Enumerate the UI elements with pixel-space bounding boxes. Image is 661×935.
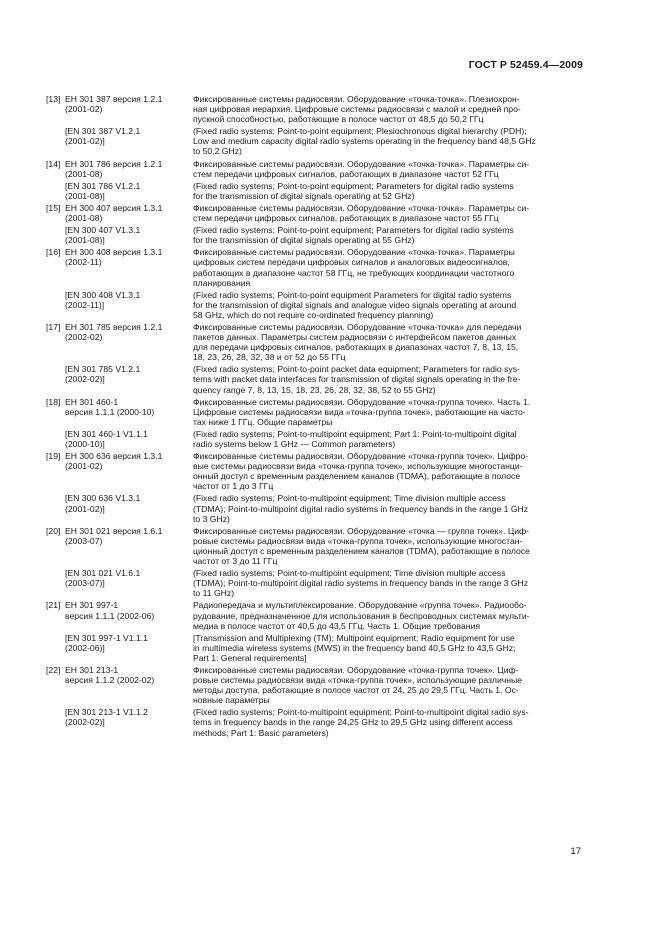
reference-row [46,203,586,223]
reference-description: (Fixed radio systems; Point-to-point equipment Parameters for digital radio systems for the transmission of digital signals and analogue video signals operating at around 58 GHz, which do not require co-ordinated frequency planning) [193,289,517,320]
reference-row [46,568,586,598]
reference-row [46,247,586,287]
reference-code: EH 301 997-1 версия 1.1.1 (2002-06) [65,600,155,621]
reference-code: [EN 301 786 V1.2.1 (2001-08)] [65,180,141,201]
reference-number: [21] [46,600,61,611]
reference-description: (Fixed radio systems; Point-to-point equipment; Plesiochronous digital hierarchy (PDH); Low and medium capacity digital radio systems operating in the frequency band 48,5 GHz to 50,2 GHz) [193,126,536,157]
reference-code: EH 301 460-1 версия 1.1.1 (2000-10) [65,396,155,417]
reference-code: EH 301 021 версия 1.6.1 (2003-07) [65,525,163,546]
reference-description: Фиксированные системы радиосвязи. Оборудование «точка-точка». Параметры си- стем передачи цифровых сигналов, работающих в диапазоне частот 52 ГГц [193,158,530,179]
reference-row [46,322,586,362]
reference-description: (Fixed radio systems; Point-to-multipoint equipment; Part 1: Point-to-multipoint digital radio systems below 1 GHz — Common parameters) [193,428,517,449]
reference-code: [EN 300 407 V1.3.1 (2001-08)] [65,225,141,246]
reference-code: [EN 301 213-1 V1.1.2 (2002-02)] [65,707,148,728]
reference-code: EH 300 636 версия 1.3.1 (2001-02) [65,451,163,472]
reference-number: [20] [46,525,61,536]
reference-row [46,451,586,491]
reference-description: Фиксированные системы радиосвязи. Оборудование «точка-группа точек». Часть 1. Цифровые системы радиосвязи вида «точка-группа точек», работающие на часто- тах ниже 1 ГГц. Общие параметры [193,396,531,427]
reference-row [46,364,586,394]
reference-row [46,633,586,663]
reference-number: [18] [46,396,61,407]
reference-code: [EN 301 387 V1.2.1 (2001-02)] [65,126,141,147]
reference-description: (Fixed radio systems; Point-to-multipoint equipment; Time division multiple access (TDMA); Point-to-multipoint digital radio systems in frequency bands in the range 3 GHz to 11 GHz) [193,568,529,599]
reference-row [46,665,586,705]
reference-row [46,707,586,737]
reference-number: [16] [46,247,61,258]
reference-row [46,181,586,201]
reference-code: [EN 300 408 V1.3.1 (2002-11)] [65,289,141,310]
reference-row [46,397,586,427]
reference-row [46,126,586,156]
reference-row [46,429,586,449]
reference-code: [EN 301 785 V1.2.1 (2002-02)] [65,364,141,385]
reference-description: Радиопередача и мультиплексирование. Оборудование «группа точек». Радиообо- рудование, предназначенное для использования в беспроводных системах мульти- медиа в полосе частот от 40,5 до 43,5 ГГц. Часть 1. Общие требования [193,600,530,631]
reference-code: EH 300 407 версия 1.3.1 (2001-08) [65,202,163,224]
reference-row [46,600,586,630]
reference-description: (Fixed radio systems; Point-to-point equipment; Parameters for digital radio systems for the transmission of digital signals operating at 52 GHz) [193,180,514,201]
reference-code: [EN 301 460-1 V1.1.1 (2000-10)] [65,428,148,449]
reference-row [46,526,586,566]
reference-number: [17] [46,321,61,332]
reference-code: [EN 300 636 V1.3.1 (2001-02)] [65,493,141,514]
reference-number: [19] [46,451,61,462]
page-number: 17 [570,846,581,857]
reference-row [46,290,586,320]
reference-description: (Fixed radio systems; Point-to-point equipment; Parameters for digital radio systems for the transmission of digital signals operating at 55 GHz) [193,225,514,246]
reference-code: EH 301 387 версия 1.2.1 (2001-02) [65,94,163,115]
reference-number: [13] [46,94,61,104]
reference-code: EH 301 785 версия 1.2.1 (2002-02) [65,321,163,343]
reference-description: Фиксированные системы радиосвязи. Оборудование «точка-точка». Параметры си- стем передачи цифровых сигналов, работающих в диапазоне частот 55 ГГц [193,202,530,224]
reference-number: [15] [46,202,61,213]
standard-title: ГОСТ Р 52459.4—2009 [468,59,583,71]
reference-description: (Fixed radio systems; Point-to-multipoint equipment; Time division multiple access (TDMA); Point-to-multipoint digital radio systems in frequency bands in the range 1 GHz to 3 GHz) [193,493,529,524]
reference-code: EH 301 213-1 версия 1.1.2 (2002-02) [65,664,155,686]
reference-description: Фиксированные системы радиосвязи. Оборудование «точка-группа точек». Цифро- вые системы радиосвязи вида «точка-группа точек», использующие многостанци- онный доступ с временным разделением каналов (TDMA), работающие в полосе частот от 1 до 3 ГГц [193,451,529,492]
reference-description: (Fixed radio systems; Point-to-point packet data equipment; Parameters for radio sys- tems with packet data interfaces for transmission of digital signals operating in the fre- quency range 7, 8, 13, 15, 18, 23, 26, 28, 32, 38, 52 to 55 GHz) [193,364,521,395]
reference-description: (Fixed radio systems; Point-to-multipoint equipment; Point-to-multipoint digital radio sys- tems in frequency bands in the range 24,25 GHz to 29,5 GHz using different access methods; Part 1: Basic parameters) [193,707,529,738]
reference-number: [22] [46,664,61,675]
reference-row [46,493,586,523]
reference-row [46,159,586,179]
reference-code: [EN 301 021 V1.6.1 (2003-07)] [65,568,141,589]
reference-description: Фиксированные системы радиосвязи. Оборудование «точка-точка». Параметры цифровых систем передачи цифровых сигналов и аналоговых видеосигналов, работающих в диапазоне частот 58 ГГц, не требующих координации частотного планирования [193,247,515,288]
reference-description: Фиксированные системы радиосвязи. Оборудование «точка-группа точек». Циф- ровые системы радиосвязи вида «точка-группа точек», использующие различные методы доступа, работающие в полосе частот от 24, 25 до 29,5 ГГц. Часть 1. Ос- новные параметры [193,664,523,706]
reference-row [46,94,586,124]
reference-code: [EN 301 997-1 V1.1.1 (2002-06)] [65,632,148,653]
reference-description: [Transmission and Multiplexing (TM); Multipoint equipment; Radio equipment for use in multimedia wireless systems (MWS) in the frequency band 40,5 GHz to 43,5 GHz; Part 1: General requirements] [193,632,516,663]
reference-description: Фиксированные системы радиосвязи. Оборудование «точка — группа точек». Циф- ровые системы радиосвязи вида «точка-группа точек», использующие многостан- ционный доступ с временным разделением каналов (TDMA), работающие в полосе частот от 3 до 11 ГГц [193,525,530,567]
reference-description: Фиксированные системы радиосвязи. Оборудование «точка-точка». Плезиохрон- ная цифровая иерархия. Цифровые системы радиосвязи с малой и средней про- пускной способностью, работающие в полосе частот от 48,5 до 50,2 ГГц [193,94,521,125]
reference-row [46,225,586,245]
reference-description: Фиксированные системы радиосвязи. Оборудование «точка-точка» для передачи пакетов данных. Параметры систем радиосвязи с интерфейсом пакетов данных для передачи цифровых сигналов, работающих в диапазонах частот 7, 8, 13, 15, 18, 23, 26, 28, 32, 38 и от 52 до 55 ГГц [193,321,522,363]
reference-number: [14] [46,158,61,169]
reference-code: EH 301 786 версия 1.2.1 (2001-08) [65,158,163,179]
reference-list [46,94,586,738]
reference-code: EH 300 408 версия 1.3.1 (2002-11) [65,247,163,268]
